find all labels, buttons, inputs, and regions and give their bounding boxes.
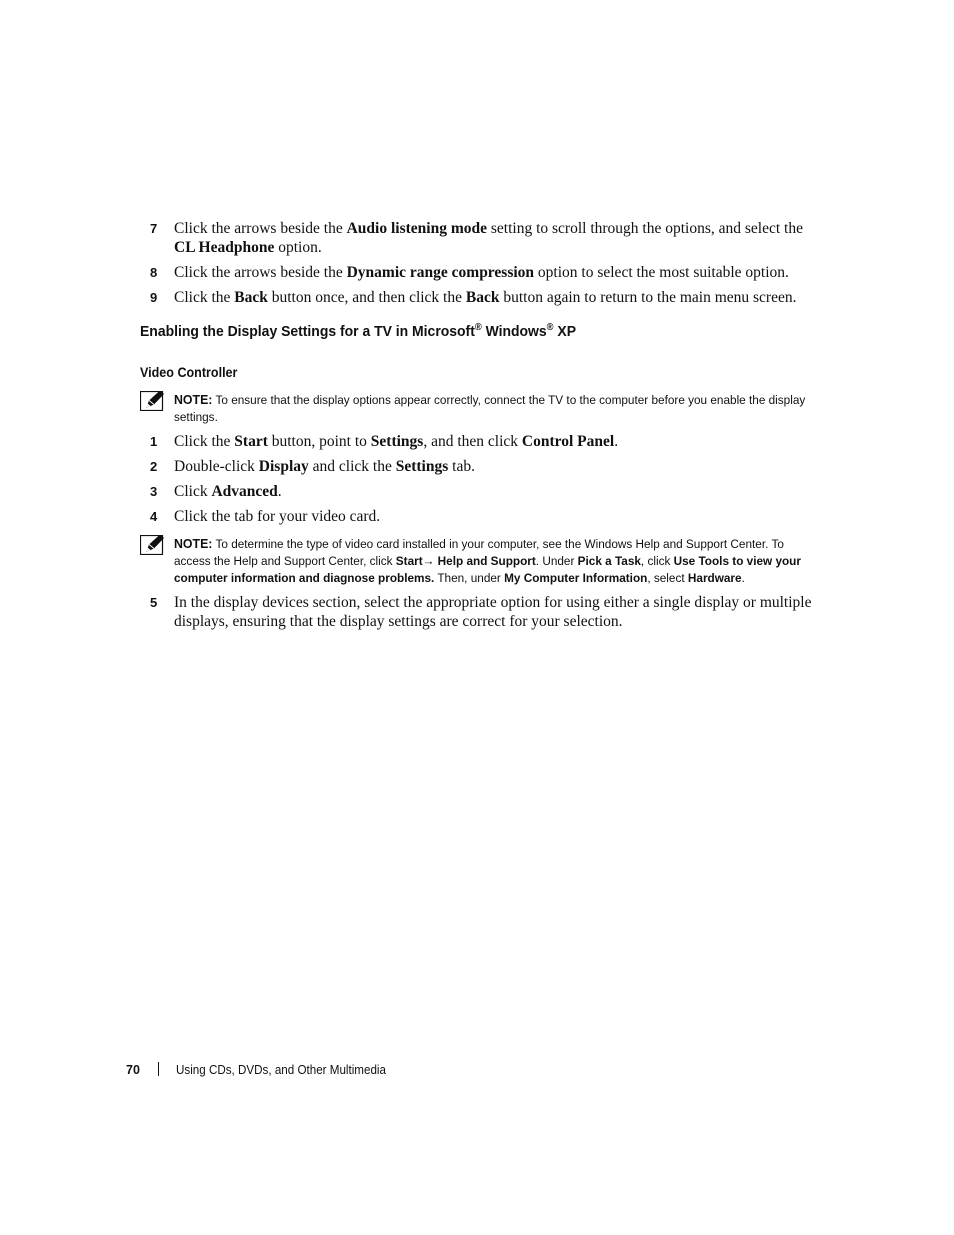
text-run: Click the [174,289,235,306]
bold-term: Control Panel [521,433,615,450]
bold-term: My Computer Information [504,571,648,585]
bold-term: Audio listening mode [346,220,487,237]
bold-term: CL Headphone [174,239,275,256]
bold-term: Use Tools to view your computer information and diagnose problems. [174,554,801,585]
step-number: 7 [150,221,158,236]
bold-term: Advanced [211,483,278,500]
heading-part-1: Enabling the Display Settings for a TV in Microsoft [140,323,475,340]
step-number: 2 [150,459,158,474]
step-9 [150,288,815,307]
step-3 [150,482,815,501]
bold-term: Settings [370,433,424,450]
bold-term: Display [258,458,309,475]
page-footer [126,1062,402,1077]
bold-term: Start [395,554,423,568]
text-run: button again to return to the main menu screen. [499,289,797,306]
bold-term: Start [234,433,268,450]
bold-term: Back [465,289,500,306]
text-run: , click [640,554,674,568]
chapter-title: Using CDs, DVDs, and Other Multimedia [175,1063,386,1077]
footer-divider [158,1062,159,1076]
text-run: setting to scroll through the options, and select the [487,220,803,237]
step-number: 5 [150,595,158,610]
text-run: In the display devices section, select the appropriate option for using either a single display or multiple displays, ensuring that the display settings are correct for your selection. [174,594,812,630]
step-number: 8 [150,265,158,280]
step-number: 1 [150,434,158,449]
step-number: 3 [150,484,158,499]
text-run: option. [274,239,322,256]
note-label: NOTE: [174,392,213,407]
registered-mark: ® [474,322,482,333]
text-run: . [277,483,282,500]
text-run: To ensure that the display options appear correctly, connect the TV to the computer before you enable the display settings. [174,393,806,424]
step-text [174,219,815,257]
text-run: . [614,433,619,450]
step-number: 4 [150,509,158,524]
registered-mark: ® [546,322,554,333]
step-text [174,288,815,307]
text-run: Click the arrows beside the [174,220,347,237]
text-run: . [741,571,745,585]
step-4 [150,507,815,526]
pencil-note-icon [140,535,166,555]
text-run: button, point to [267,433,371,450]
note-text [174,393,805,424]
text-run: , select [647,571,688,585]
pencil-note-icon [140,391,166,411]
text-run: To determine the type of video card installed in your computer, see the Windows Help and Support Center. To access the Help and Support Center, click [174,537,784,568]
step-text [174,432,815,451]
heading-part-3: XP [553,323,577,340]
text-run: , and then click [423,433,522,450]
bold-term: Settings [395,458,449,475]
page-number: 70 [126,1063,140,1077]
bold-term: Dynamic range compression [346,264,535,281]
step-text [174,593,815,631]
text-run: tab. [448,458,475,475]
step-text [174,263,815,282]
note-display-options [140,391,820,426]
note-video-card [140,535,820,587]
note-label: NOTE: [174,536,213,551]
text-run: Click [174,483,212,500]
bold-term: Help and Support [437,554,536,568]
text-run: and click the [308,458,396,475]
subheading: Video Controller [140,365,238,380]
step-text [174,482,815,501]
heading-part-2: Windows [481,323,547,340]
note-text [174,537,801,585]
text-run: Double-click [174,458,259,475]
text-run: Click the [174,433,235,450]
step-7 [150,219,815,257]
step-1 [150,432,815,451]
step-text [174,457,815,476]
text-run: Click the arrows beside the [174,264,347,281]
step-2 [150,457,815,476]
step-8 [150,263,815,282]
bold-term: Back [234,289,268,306]
text-run: . Under [535,554,578,568]
bold-term: Pick a Task [577,554,641,568]
text-run: Click the tab for your video card. [174,508,381,525]
text-run: Then, under [434,571,505,585]
step-number: 9 [150,290,158,305]
section-heading [140,322,576,340]
step-5 [150,593,815,631]
text-run: → [422,554,438,568]
bold-term: Hardware [687,571,742,585]
text-run: button once, and then click the [267,289,466,306]
step-text [174,507,815,526]
text-run: option to select the most suitable option. [534,264,789,281]
